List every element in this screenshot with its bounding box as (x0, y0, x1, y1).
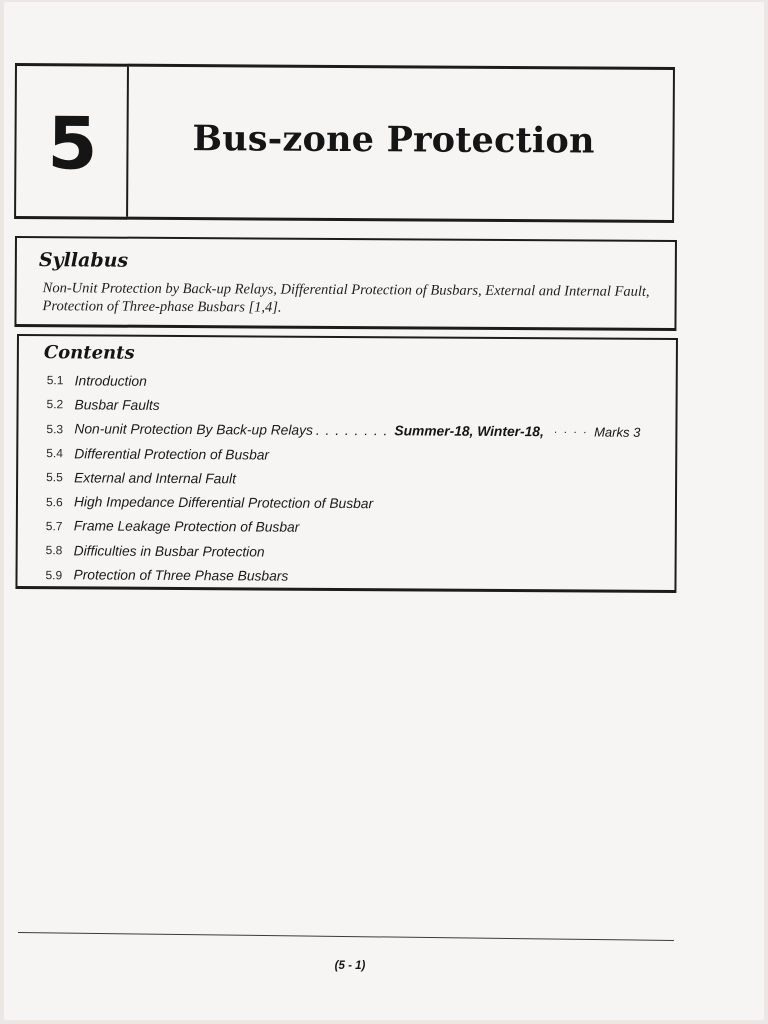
contents-item-number: 5.4 (46, 446, 64, 461)
contents-item-title: Differential Protection of Busbar (74, 445, 270, 463)
contents-list (42, 368, 665, 590)
page-number: (5 - 1) (334, 960, 366, 972)
contents-item-leader-dots: . . . . . . . . (315, 423, 389, 439)
chapter-title: Bus-zone Protection (192, 117, 595, 162)
contents-item[interactable] (46, 465, 665, 493)
syllabus-text: Non-Unit Protection by Back-up Relays, Differential Protection of Busbars, External and Internal Fault, Protection of Three-phase Busbars [1,4]. (42, 280, 650, 316)
contents-item-exams: Summer-18, Winter-18, (394, 423, 544, 440)
contents-item-title: Busbar Faults (74, 397, 160, 413)
contents-item-number: 5.7 (45, 519, 63, 534)
contents-item-title: High Impedance Differential Protection of Busbar (73, 494, 374, 512)
contents-item[interactable] (46, 538, 665, 566)
chapter-number: 5 (16, 66, 129, 217)
contents-item-title: Non-unit Protection By Back-up Relays (74, 421, 313, 439)
contents-item-leader-dots: · · · · (553, 426, 589, 439)
contents-box (15, 334, 678, 593)
contents-item-title: Difficulties in Busbar Protection (73, 543, 265, 560)
contents-item-number: 5.2 (46, 397, 64, 412)
contents-item-title: External and Internal Fault (74, 470, 236, 487)
contents-item-title: Introduction (74, 372, 147, 389)
contents-item[interactable] (45, 563, 664, 591)
chapter-header (14, 63, 675, 223)
contents-item-number: 5.3 (46, 421, 64, 437)
contents-item-title: Protection of Three Phase Busbars (73, 567, 289, 584)
contents-heading: Contents (43, 342, 135, 364)
syllabus-heading: Syllabus (38, 249, 129, 272)
contents-item-number: 5.5 (46, 470, 63, 485)
contents-item-marks: Marks 3 (594, 424, 641, 441)
contents-item[interactable] (46, 514, 665, 542)
contents-item-number: 5.8 (45, 543, 63, 558)
contents-item[interactable] (46, 490, 665, 518)
syllabus-box (14, 236, 677, 331)
contents-item-number: 5.1 (46, 373, 64, 388)
contents-item-number: 5.9 (45, 567, 63, 582)
contents-item-number: 5.6 (45, 494, 63, 509)
contents-item-title: Frame Leakage Protection of Busbar (73, 518, 300, 536)
